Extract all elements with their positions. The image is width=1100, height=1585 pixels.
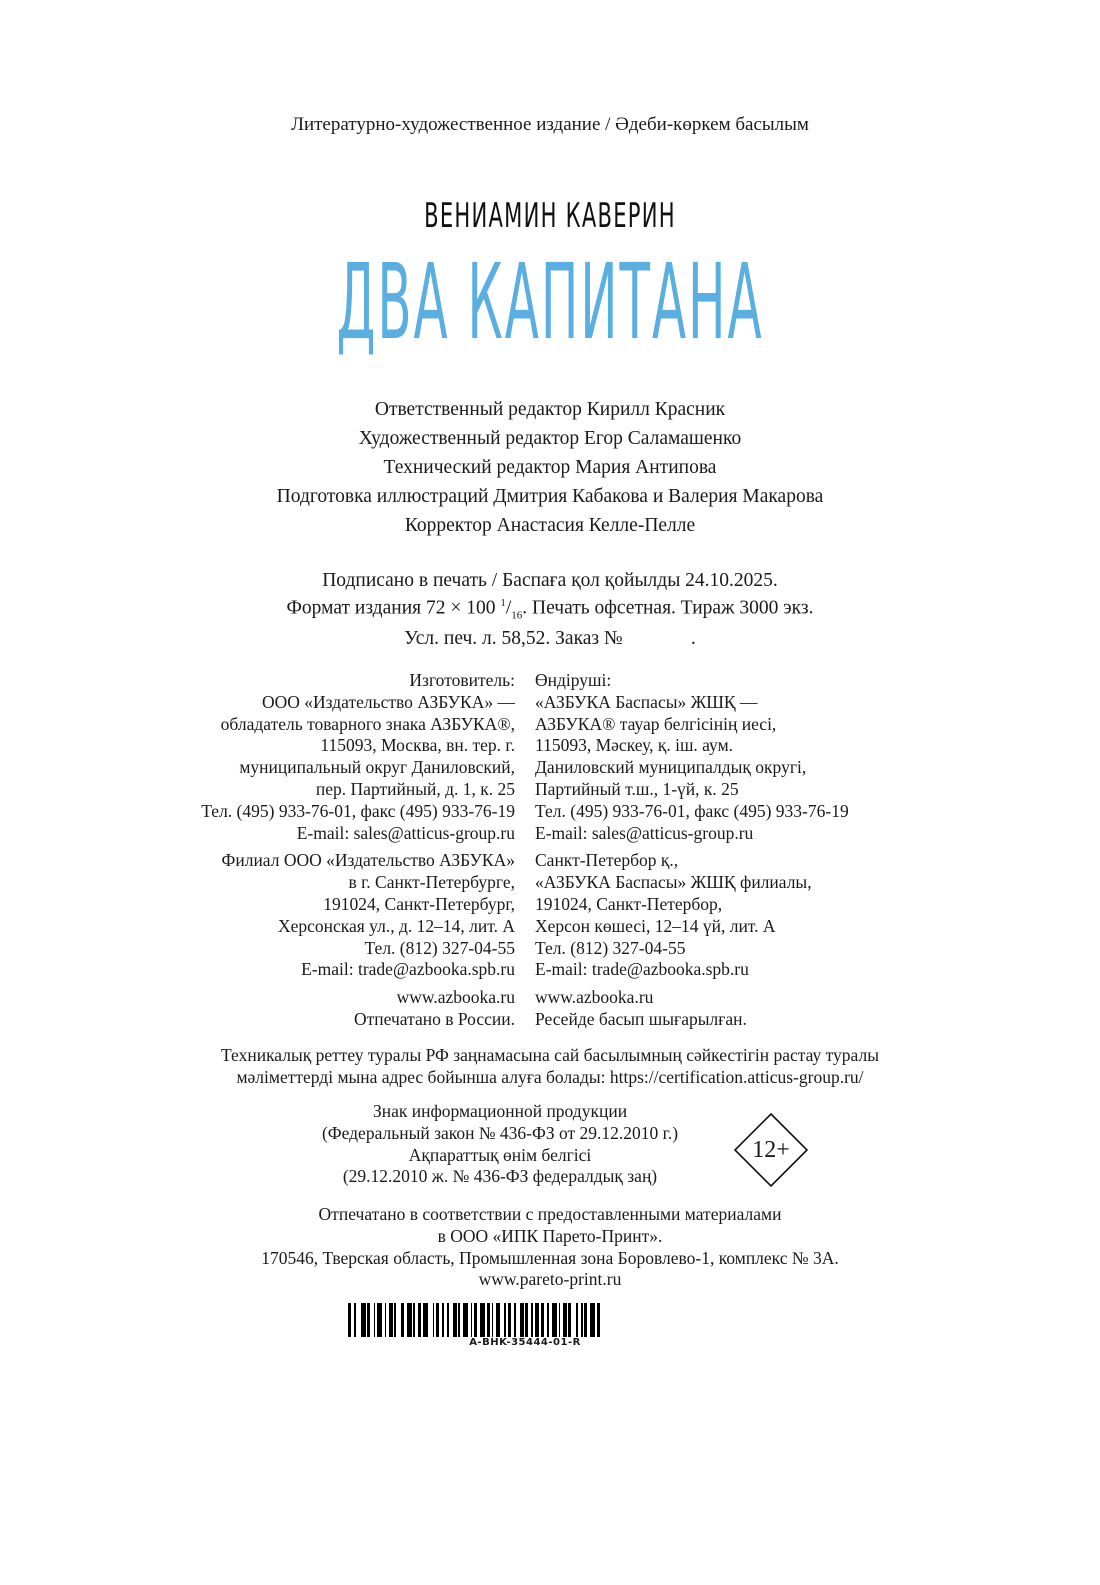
info-line: Филиал ООО «Издательство АЗБУКА» — [221, 850, 515, 871]
sign-line: Ақпараттық өнім белгісі — [408, 1144, 592, 1165]
printer-website: www.pareto-print.ru — [478, 1269, 622, 1290]
info-line: Санкт-Петербор қ., — [535, 850, 679, 871]
email-line: E-mail: trade@azbooka.spb.ru — [535, 959, 749, 980]
format-denominator: 16 — [511, 609, 523, 622]
info-line: Херсонская ул., д. 12–14, лит. А — [277, 915, 515, 936]
credit-line: Подготовка иллюстраций Дмитрия Кабакова и Валерия Макарова — [276, 486, 824, 507]
edition-type: Литературно-художественное издание / Әдеби-көркем басылым — [291, 114, 809, 135]
website-line: www.azbooka.ru — [535, 987, 654, 1008]
credit-line: Корректор Анастасия Келле-Пелле — [404, 515, 696, 536]
sign-line: (Федеральный закон № 436-ФЗ от 29.12.2010 г.) — [321, 1122, 679, 1143]
info-line: 191024, Санкт-Петербург, — [323, 893, 515, 914]
tech-line: Техникалық реттеу туралы РФ заңнамасына сай басылымның сәйкестігін растау туралы — [221, 1045, 879, 1065]
email-line: E-mail: sales@atticus-group.ru — [535, 822, 754, 843]
format-separator: / — [505, 597, 512, 619]
info-line: Тел. (812) 327-04-55 — [364, 937, 515, 958]
info-line: АЗБУКА® тауар белгісінің иесі, — [535, 713, 777, 734]
book-title: ДВА КАПИТАНА — [336, 241, 764, 363]
barcode — [348, 1303, 702, 1337]
publisher-info-ru — [120, 670, 515, 1031]
info-line: Даниловский муниципалдық округі, — [535, 757, 807, 778]
info-line: ООО «Издательство АЗБУКА» — — [261, 691, 515, 712]
credit-line: Ответственный редактор Кирилл Красник — [374, 399, 726, 420]
format-line — [0, 592, 1100, 627]
info-line: Тел. (495) 933-76-01, факс (495) 933-76-19 — [201, 800, 515, 821]
info-line: пер. Партийный, д. 1, к. 25 — [315, 778, 515, 799]
printer-info — [0, 1204, 1100, 1291]
age-rating-text: 12+ — [752, 1137, 790, 1163]
format-prefix: Формат издания 72 × 100 — [286, 597, 501, 619]
credit-line: Художественный редактор Егор Саламашенко — [358, 428, 742, 449]
email-line: E-mail: sales@atticus-group.ru — [296, 822, 515, 843]
format-numerator: 1 — [500, 597, 506, 609]
sign-line: Знак информационной продукции — [372, 1101, 628, 1121]
printed-in-line: Ресейде басып шығарылған. — [535, 1008, 747, 1029]
printed-in-line: Отпечатано в России. — [354, 1008, 515, 1029]
printer-line: в ООО «ИПК Парето-Принт». — [437, 1225, 663, 1246]
tech-regulation-note — [0, 1045, 1100, 1089]
info-line: Херсон көшесі, 12–14 үй, лит. А — [535, 915, 776, 936]
info-line: муниципальный округ Даниловский, — [239, 757, 515, 778]
manufacturer-label: Изготовитель: — [409, 670, 515, 690]
info-line: обладатель товарного знака АЗБУКА®, — [220, 713, 515, 734]
age-rating-badge — [733, 1112, 809, 1188]
info-line: 115093, Москва, вн. тер. г. — [320, 735, 515, 756]
print-info — [0, 569, 1100, 650]
manufacturer-label: Өндіруші: — [535, 670, 612, 690]
info-line: «АЗБУКА Баспасы» ЖШҚ филиалы, — [535, 872, 812, 893]
sign-line: (29.12.2010 ж. № 436-ФЗ федералдық заң) — [342, 1166, 658, 1187]
info-line: Партийный т.ш., 1-үй, к. 25 — [535, 778, 739, 799]
author-name: ВЕНИАМИН КАВЕРИН — [424, 196, 676, 236]
signed-date: Подписано в печать / Баспаға қол қойылды 24.10.2025. — [322, 570, 778, 591]
info-line: Тел. (495) 933-76-01, факс (495) 933-76-19 — [535, 800, 849, 821]
info-line: 191024, Санкт-Петербор, — [535, 893, 723, 914]
credit-line: Технический редактор Мария Антипова — [383, 457, 717, 478]
info-product-sign-text — [270, 1101, 730, 1188]
info-line: 115093, Мәскеу, қ. іш. аум. — [535, 735, 734, 756]
order-line: Усл. печ. л. 58,52. Заказ № . — [404, 628, 696, 650]
publisher-info-kz — [535, 670, 955, 1031]
printer-line: Отпечатано в соответствии с предоставленными материалами — [318, 1204, 782, 1224]
website-line: www.azbooka.ru — [396, 987, 515, 1008]
format-suffix: . Печать офсетная. Тираж 3000 экз. — [522, 597, 814, 619]
info-line: Тел. (812) 327-04-55 — [535, 937, 686, 958]
printer-line: 170546, Тверская область, Промышленная зона Боровлево-1, комплекс № 3А. — [261, 1247, 839, 1268]
tech-line: мәліметтерді мына адрес бойынша алуға болады: https://certification.atticus-group.ru/ — [236, 1066, 864, 1087]
info-line: в г. Санкт-Петербурге, — [348, 872, 515, 893]
email-line: E-mail: trade@azbooka.spb.ru — [301, 959, 515, 980]
barcode-label: A-BHK-35444-01-R — [469, 1337, 581, 1348]
credits-block — [0, 395, 1100, 540]
info-line: «АЗБУКА Баспасы» ЖШҚ — — [535, 691, 758, 712]
